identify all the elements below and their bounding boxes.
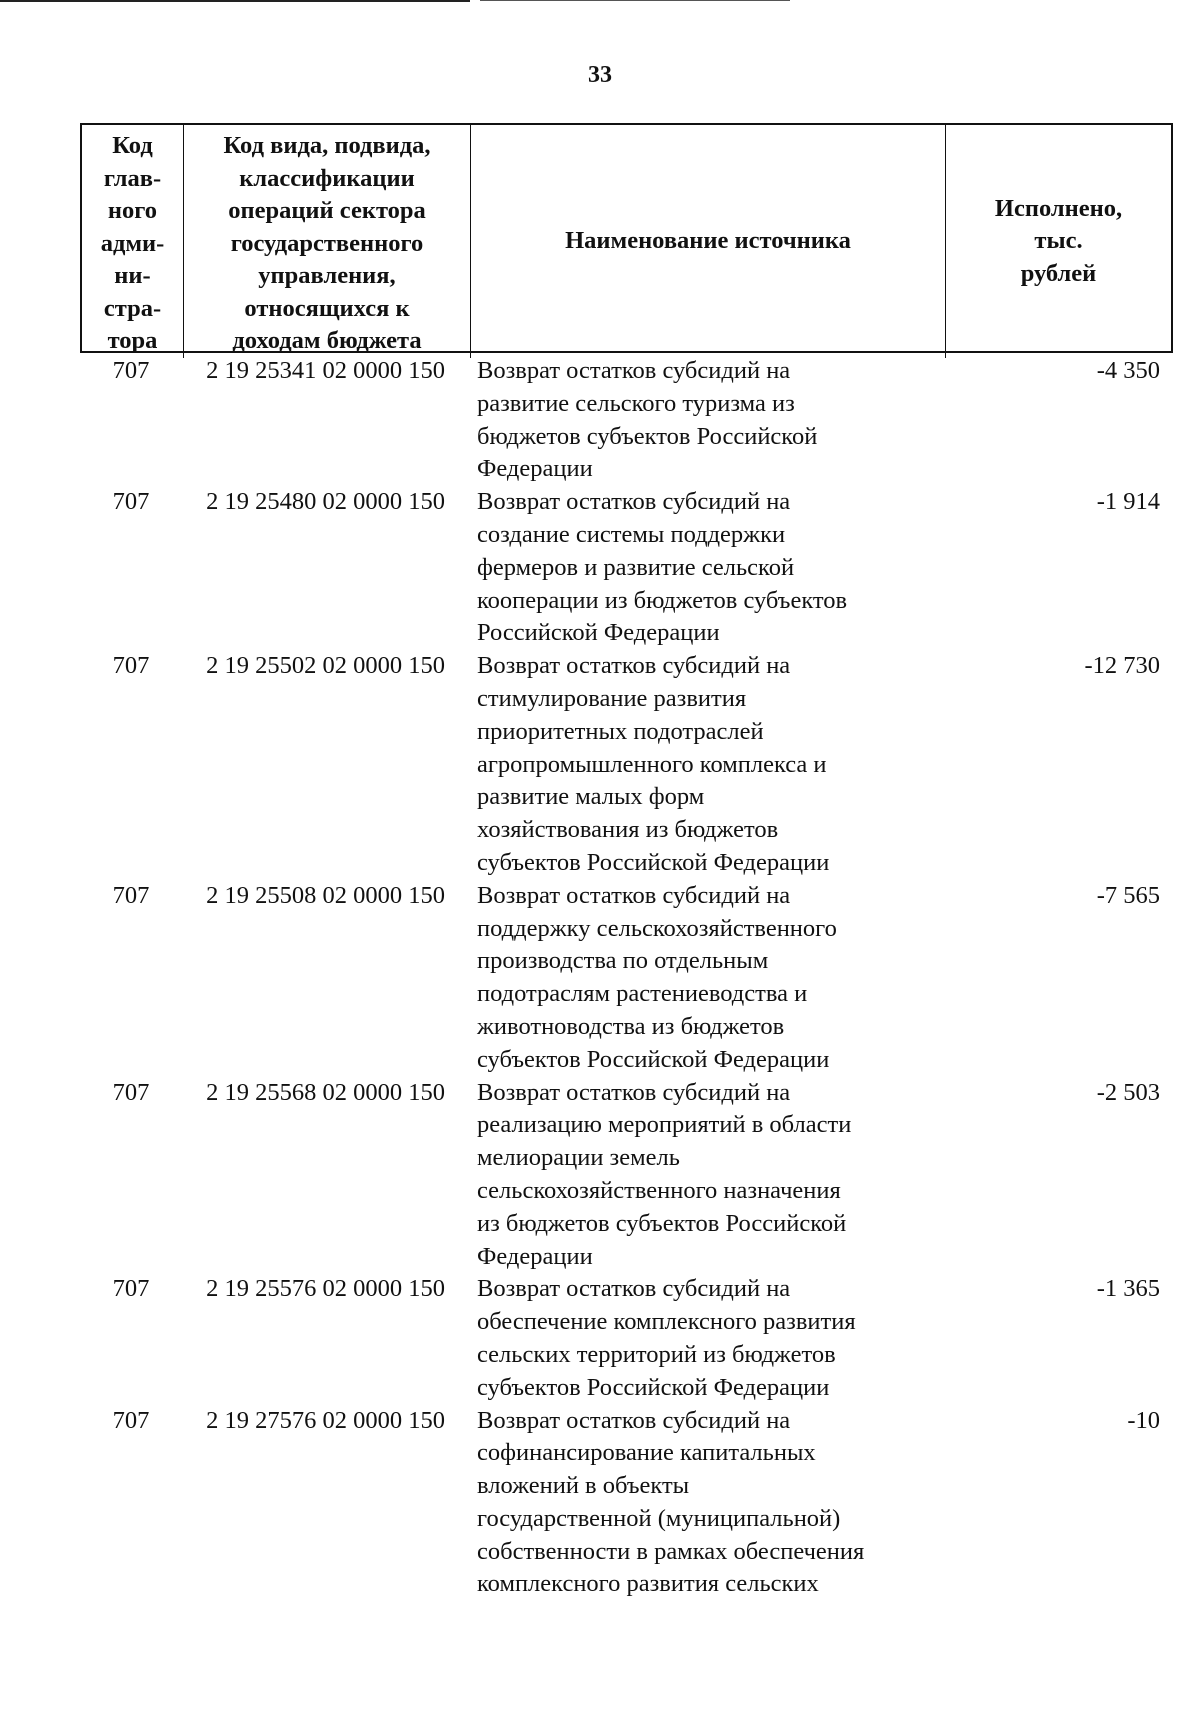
table-row [80, 880, 1173, 1077]
cell-executed: -12 730 [1084, 652, 1160, 680]
table-row [80, 486, 1173, 650]
cell-classification-code: 2 19 25576 02 0000 150 [206, 1275, 445, 1303]
cell-classification-code: 2 19 25341 02 0000 150 [206, 357, 445, 384]
header-classification-code [184, 125, 471, 358]
cell-admin-code: 707 [112, 1275, 150, 1303]
table-header [80, 123, 1173, 353]
cell-source-name: Возврат остатков субсидий на софинансирование капитальных вложений в объекты государственной (муниципальной) собственности в рамках обеспечения комплексного развития сельских [477, 1406, 865, 1598]
cell-classification-code: 2 19 27576 02 0000 150 [206, 1406, 445, 1434]
table-row [80, 650, 1173, 880]
header-executed-label: Исполнено, тыс. рублей [994, 194, 1123, 287]
table-body [80, 355, 1173, 1601]
cell-admin-code: 707 [112, 652, 150, 680]
cell-admin-code: 707 [112, 1406, 150, 1434]
cell-source-name: Возврат остатков субсидий на реализацию мероприятий в области мелиорации земель сельскохозяйственного назначения из бюджетов субъектов Российской Федерации [477, 1078, 852, 1270]
header-classification-code-label: Код вида, подвида, классификации операций сектора государственного управления, относящихся к доходам бюджета [223, 132, 431, 354]
cell-admin-code: 707 [112, 357, 150, 384]
cell-source-name: Возврат остатков субсидий на стимулирование развития приоритетных подотраслей агропромышленного комплекса и развитие малых форм хозяйствования из бюджетов субъектов Российской Федерации [477, 652, 830, 876]
cell-admin-code: 707 [112, 881, 150, 909]
cell-classification-code: 2 19 25508 02 0000 150 [206, 881, 445, 909]
cell-executed: -7 565 [1096, 881, 1160, 909]
cell-source-name: Возврат остатков субсидий на развитие сельского туризма из бюджетов субъектов Российской Федерации [477, 357, 818, 483]
table-row [80, 1405, 1173, 1602]
header-source-name [471, 125, 946, 358]
header-admin-code-label: Код глав- ного адми- ни- стра- тора [100, 132, 165, 354]
cell-classification-code: 2 19 25480 02 0000 150 [206, 488, 445, 516]
cell-executed: -1 365 [1096, 1275, 1160, 1303]
table-row [80, 1077, 1173, 1274]
page-number: 33 [588, 62, 612, 88]
cell-executed: -2 503 [1096, 1078, 1160, 1106]
cell-source-name: Возврат остатков субсидий на поддержку сельскохозяйственного производства по отдельным подотраслям растениеводства и животноводства из бюджетов субъектов Российской Федерации [477, 881, 837, 1073]
cell-classification-code: 2 19 25502 02 0000 150 [206, 652, 445, 680]
table-row [80, 355, 1173, 486]
top-border-line-faint [480, 0, 790, 1]
cell-admin-code: 707 [112, 1078, 150, 1106]
header-executed [946, 125, 1171, 358]
cell-source-name: Возврат остатков субсидий на создание системы поддержки фермеров и развитие сельской кооперации из бюджетов субъектов Российской Федерации [477, 488, 848, 647]
cell-executed: -4 350 [1096, 357, 1160, 384]
cell-executed: -1 914 [1096, 488, 1160, 516]
header-admin-code [82, 125, 184, 358]
cell-admin-code: 707 [112, 488, 150, 516]
header-source-name-label: Наименование источника [565, 227, 851, 254]
top-border-line [0, 0, 470, 2]
cell-source-name: Возврат остатков субсидий на обеспечение комплексного развития сельских территорий из бюджетов субъектов Российской Федерации [477, 1275, 856, 1401]
cell-executed: -10 [1127, 1406, 1160, 1434]
table-row [80, 1273, 1173, 1404]
cell-classification-code: 2 19 25568 02 0000 150 [206, 1078, 445, 1106]
